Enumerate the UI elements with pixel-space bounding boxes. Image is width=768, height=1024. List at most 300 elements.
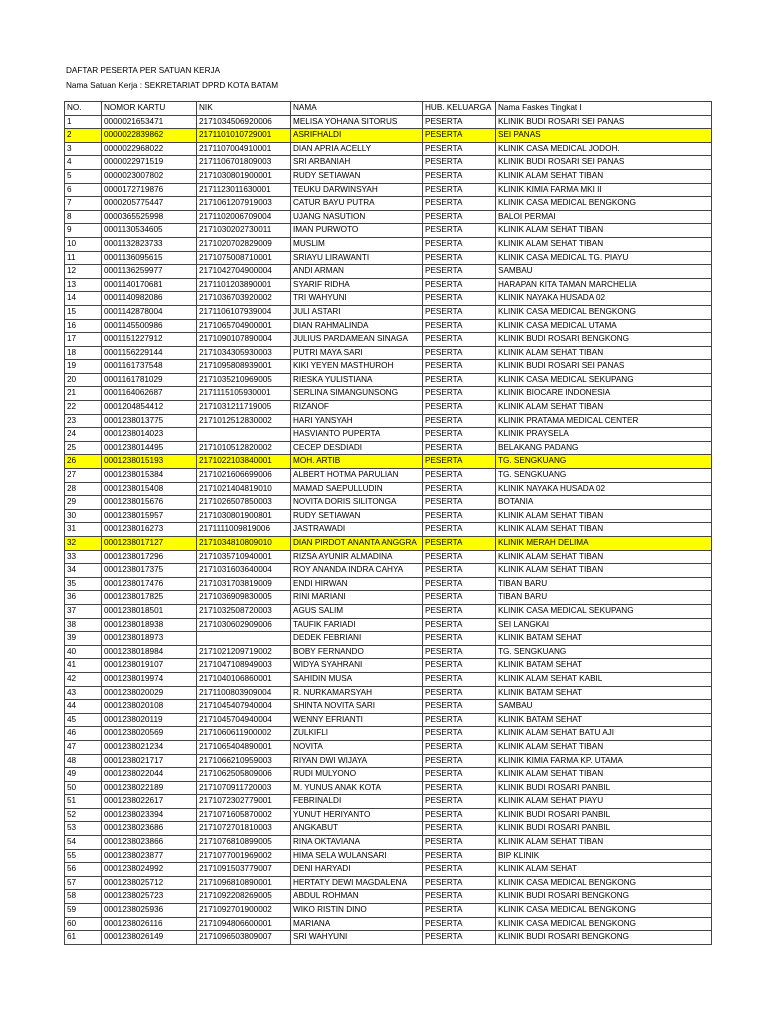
cell-name: HIMA SELA WULANSARI: [291, 849, 423, 863]
cell-card-number: 0001238026149: [102, 931, 197, 945]
cell-family-relation: PESERTA: [423, 632, 496, 646]
cell-card-number: 0001238017296: [102, 550, 197, 564]
cell-nik: 2171072302779001: [197, 795, 291, 809]
cell-family-relation: PESERTA: [423, 537, 496, 551]
cell-family-relation: PESERTA: [423, 577, 496, 591]
cell-family-relation: PESERTA: [423, 469, 496, 483]
cell-family-relation: PESERTA: [423, 659, 496, 673]
cell-name: SYARIF RIDHA: [291, 278, 423, 292]
cell-name: SERLINA SIMANGUNSONG: [291, 387, 423, 401]
cell-card-number: 0001238023877: [102, 849, 197, 863]
cell-no: 14: [65, 292, 102, 306]
cell-health-facility: KLINIK ALAM SEHAT TIBAN: [496, 740, 712, 754]
cell-no: 27: [65, 469, 102, 483]
table-row: [65, 428, 712, 442]
cell-no: 47: [65, 740, 102, 754]
cell-no: 36: [65, 591, 102, 605]
cell-health-facility: TIBAN BARU: [496, 591, 712, 605]
table-row: [65, 781, 712, 795]
cell-nik: 2171094806600001: [197, 917, 291, 931]
cell-card-number: 0001204854412: [102, 401, 197, 415]
cell-card-number: 0001145500986: [102, 319, 197, 333]
cell-health-facility: KLINIK ALAM SEHAT TIBAN: [496, 346, 712, 360]
cell-family-relation: PESERTA: [423, 890, 496, 904]
cell-family-relation: PESERTA: [423, 591, 496, 605]
table-header-row: [65, 102, 712, 116]
cell-family-relation: PESERTA: [423, 604, 496, 618]
cell-name: HERTATY DEWI MAGDALENA: [291, 876, 423, 890]
cell-family-relation: PESERTA: [423, 414, 496, 428]
cell-card-number: 0000205775447: [102, 197, 197, 211]
cell-card-number: 0001238015957: [102, 509, 197, 523]
cell-family-relation: PESERTA: [423, 210, 496, 224]
cell-health-facility: KLINIK CASA MEDICAL SEKUPANG: [496, 373, 712, 387]
cell-no: 16: [65, 319, 102, 333]
cell-card-number: 0001238019107: [102, 659, 197, 673]
table-row: [65, 278, 712, 292]
cell-name: ENDI HIRWAN: [291, 577, 423, 591]
cell-health-facility: KLINIK ALAM SEHAT TIBAN: [496, 550, 712, 564]
table-row: [65, 808, 712, 822]
table-row: [65, 265, 712, 279]
table-row: [65, 197, 712, 211]
cell-family-relation: PESERTA: [423, 618, 496, 632]
cell-family-relation: PESERTA: [423, 822, 496, 836]
cell-card-number: 0001238026116: [102, 917, 197, 931]
table-row: [65, 319, 712, 333]
cell-family-relation: PESERTA: [423, 197, 496, 211]
cell-name: RUDY SETIAWAN: [291, 169, 423, 183]
table-row: [65, 672, 712, 686]
cell-nik: 2171034506920006: [197, 115, 291, 129]
cell-no: 23: [65, 414, 102, 428]
cell-card-number: 0001238020108: [102, 700, 197, 714]
cell-family-relation: PESERTA: [423, 237, 496, 251]
cell-card-number: 0001238018938: [102, 618, 197, 632]
cell-name: JULIUS PARDAMEAN SINAGA: [291, 333, 423, 347]
cell-health-facility: BALOI PERMAI: [496, 210, 712, 224]
cell-card-number: 0001156229144: [102, 346, 197, 360]
cell-no: 37: [65, 604, 102, 618]
cell-nik: 2171092208269005: [197, 890, 291, 904]
cell-card-number: 0001238017825: [102, 591, 197, 605]
column-header-health-facility: Nama Faskes Tingkat I: [496, 102, 712, 116]
cell-nik: 2171100803909004: [197, 686, 291, 700]
cell-card-number: 0001238015384: [102, 469, 197, 483]
cell-health-facility: SEI PANAS: [496, 129, 712, 143]
cell-card-number: 0001238019974: [102, 672, 197, 686]
column-header-card-number: NOMOR KARTU: [102, 102, 197, 116]
cell-family-relation: PESERTA: [423, 333, 496, 347]
cell-card-number: 0001238025723: [102, 890, 197, 904]
cell-family-relation: PESERTA: [423, 346, 496, 360]
cell-name: BOBY FERNANDO: [291, 645, 423, 659]
cell-nik: 2171065704900001: [197, 319, 291, 333]
cell-no: 17: [65, 333, 102, 347]
cell-health-facility: KLINIK BUDI ROSARI SEI PANAS: [496, 156, 712, 170]
cell-nik: 2171030801900001: [197, 169, 291, 183]
cell-card-number: 0001238018984: [102, 645, 197, 659]
cell-name: SRI WAHYUNI: [291, 931, 423, 945]
cell-nik: 2171022103840001: [197, 455, 291, 469]
cell-name: NOVITA DORIS SILITONGA: [291, 496, 423, 510]
cell-no: 60: [65, 917, 102, 931]
table-row: [65, 183, 712, 197]
table-row: [65, 863, 712, 877]
cell-name: SAHIDIN MUSA: [291, 672, 423, 686]
cell-family-relation: PESERTA: [423, 387, 496, 401]
cell-nik: 2171060611900002: [197, 727, 291, 741]
table-row: [65, 917, 712, 931]
cell-health-facility: KLINIK CASA MEDICAL JODOH.: [496, 142, 712, 156]
cell-card-number: 0001136095615: [102, 251, 197, 265]
cell-card-number: 0001238025712: [102, 876, 197, 890]
cell-health-facility: KLINIK ALAM SEHAT BATU AJI: [496, 727, 712, 741]
cell-nik: 2171106107939004: [197, 305, 291, 319]
cell-nik: 2171045704940004: [197, 713, 291, 727]
cell-no: 56: [65, 863, 102, 877]
cell-health-facility: KLINIK BUDI ROSARI BENGKONG: [496, 890, 712, 904]
cell-health-facility: BIP KLINIK: [496, 849, 712, 863]
cell-health-facility: KLINIK CASA MEDICAL BENGKONG: [496, 305, 712, 319]
table-row: [65, 604, 712, 618]
cell-nik: 2171036703920002: [197, 292, 291, 306]
cell-name: RIESKA YULISTIANA: [291, 373, 423, 387]
cell-health-facility: TIBAN BARU: [496, 577, 712, 591]
cell-health-facility: KLINIK BUDI ROSARI PANBIL: [496, 781, 712, 795]
cell-name: KIKI YEYEN MASTHUROH: [291, 360, 423, 374]
cell-name: CECEP DESDIADI: [291, 441, 423, 455]
cell-nik: 2171040106860001: [197, 672, 291, 686]
table-row: [65, 142, 712, 156]
cell-no: 59: [65, 904, 102, 918]
cell-card-number: 0001142878004: [102, 305, 197, 319]
cell-card-number: 0001238021234: [102, 740, 197, 754]
table-row: [65, 836, 712, 850]
cell-nik: 2171020702829009: [197, 237, 291, 251]
cell-card-number: 0001238014023: [102, 428, 197, 442]
cell-name: ROY ANANDA INDRA CAHYA: [291, 564, 423, 578]
cell-name: NOVITA: [291, 740, 423, 754]
cell-nik: 2171021209719002: [197, 645, 291, 659]
cell-card-number: 0000021653471: [102, 115, 197, 129]
cell-family-relation: PESERTA: [423, 672, 496, 686]
cell-health-facility: KLINIK BUDI ROSARI SEI PANAS: [496, 360, 712, 374]
cell-nik: 2171012512830002: [197, 414, 291, 428]
cell-no: 50: [65, 781, 102, 795]
cell-card-number: 0001238020569: [102, 727, 197, 741]
cell-name: WIDYA SYAHRANI: [291, 659, 423, 673]
cell-no: 32: [65, 537, 102, 551]
cell-no: 44: [65, 700, 102, 714]
cell-health-facility: KLINIK KIMIA FARMA MKI II: [496, 183, 712, 197]
cell-health-facility: KLINIK ALAM SEHAT TIBAN: [496, 509, 712, 523]
table-row: [65, 659, 712, 673]
table-row: [65, 346, 712, 360]
cell-name: SRIAYU LIRAWANTI: [291, 251, 423, 265]
cell-name: HASVIANTO PUPERTA: [291, 428, 423, 442]
cell-no: 39: [65, 632, 102, 646]
cell-nik: 2171031211719005: [197, 401, 291, 415]
cell-nik: [197, 632, 291, 646]
cell-no: 33: [65, 550, 102, 564]
cell-card-number: 0001238018501: [102, 604, 197, 618]
cell-no: 43: [65, 686, 102, 700]
cell-family-relation: PESERTA: [423, 319, 496, 333]
cell-nik: 2171070911720003: [197, 781, 291, 795]
cell-health-facility: KLINIK ALAM SEHAT TIBAN: [496, 224, 712, 238]
cell-family-relation: PESERTA: [423, 917, 496, 931]
cell-family-relation: PESERTA: [423, 740, 496, 754]
cell-card-number: 0001140170681: [102, 278, 197, 292]
cell-card-number: 0001238024992: [102, 863, 197, 877]
table-row: [65, 156, 712, 170]
cell-no: 13: [65, 278, 102, 292]
cell-card-number: 0001161781029: [102, 373, 197, 387]
cell-family-relation: PESERTA: [423, 564, 496, 578]
cell-nik: 2171061207919003: [197, 197, 291, 211]
cell-health-facility: KLINIK BATAM SEHAT: [496, 686, 712, 700]
cell-health-facility: KLINIK ALAM SEHAT TIBAN: [496, 836, 712, 850]
cell-family-relation: PESERTA: [423, 115, 496, 129]
cell-card-number: 0001238016273: [102, 523, 197, 537]
cell-no: 19: [65, 360, 102, 374]
table-row: [65, 686, 712, 700]
cell-nik: 2171010512820002: [197, 441, 291, 455]
cell-name: MAMAD SAEPULLUDIN: [291, 482, 423, 496]
cell-no: 53: [65, 822, 102, 836]
table-row: [65, 129, 712, 143]
cell-nik: 2171034810809010: [197, 537, 291, 551]
table-row: [65, 414, 712, 428]
cell-no: 55: [65, 849, 102, 863]
column-header-nik: NIK: [197, 102, 291, 116]
cell-no: 12: [65, 265, 102, 279]
cell-health-facility: KLINIK BUDI ROSARI BENGKONG: [496, 333, 712, 347]
cell-nik: 2171107004910001: [197, 142, 291, 156]
cell-nik: 2171096810890001: [197, 876, 291, 890]
cell-nik: 2171030202730011: [197, 224, 291, 238]
cell-name: JULI ASTARI: [291, 305, 423, 319]
cell-family-relation: PESERTA: [423, 768, 496, 782]
cell-nik: 2171042704900004: [197, 265, 291, 279]
cell-health-facility: BELAKANG PADANG: [496, 441, 712, 455]
cell-family-relation: PESERTA: [423, 781, 496, 795]
cell-name: MUSLIM: [291, 237, 423, 251]
cell-health-facility: SAMBAU: [496, 700, 712, 714]
cell-health-facility: KLINIK ALAM SEHAT PIAYU: [496, 795, 712, 809]
cell-family-relation: PESERTA: [423, 808, 496, 822]
table-row: [65, 469, 712, 483]
cell-no: 46: [65, 727, 102, 741]
cell-name: M. YUNUS ANAK KOTA: [291, 781, 423, 795]
cell-family-relation: PESERTA: [423, 305, 496, 319]
cell-health-facility: KLINIK NAYAKA HUSADA 02: [496, 482, 712, 496]
cell-name: YUNUT HERIYANTO: [291, 808, 423, 822]
cell-health-facility: KLINIK CASA MEDICAL BENGKONG: [496, 917, 712, 931]
cell-family-relation: PESERTA: [423, 482, 496, 496]
cell-family-relation: PESERTA: [423, 795, 496, 809]
cell-health-facility: TG. SENGKUANG: [496, 469, 712, 483]
cell-nik: 2171111009819006: [197, 523, 291, 537]
table-row: [65, 387, 712, 401]
cell-health-facility: SEI LANGKAI: [496, 618, 712, 632]
cell-nik: 2171101010729001: [197, 129, 291, 143]
cell-nik: 2171092701900002: [197, 904, 291, 918]
cell-nik: 2171031703819009: [197, 577, 291, 591]
cell-health-facility: KLINIK BATAM SEHAT: [496, 632, 712, 646]
cell-name: TAUFIK FARIADI: [291, 618, 423, 632]
cell-family-relation: PESERTA: [423, 931, 496, 945]
cell-no: 31: [65, 523, 102, 537]
work-unit-name: Nama Satuan Kerja : SEKRETARIAT DPRD KOTA BATAM: [66, 81, 279, 90]
cell-nik: 2171091503779007: [197, 863, 291, 877]
cell-health-facility: KLINIK CASA MEDICAL UTAMA: [496, 319, 712, 333]
cell-name: UJANG NASUTION: [291, 210, 423, 224]
table-row: [65, 768, 712, 782]
cell-health-facility: KLINIK BATAM SEHAT: [496, 659, 712, 673]
cell-name: WIKO RISTIN DINO: [291, 904, 423, 918]
column-header-name: NAMA: [291, 102, 423, 116]
cell-card-number: 0001238013775: [102, 414, 197, 428]
cell-card-number: 0001140982086: [102, 292, 197, 306]
cell-card-number: 0001238025936: [102, 904, 197, 918]
cell-name: ZULKIFLI: [291, 727, 423, 741]
cell-name: RIZSA AYUNIR ALMADINA: [291, 550, 423, 564]
cell-name: DENI HARYADI: [291, 863, 423, 877]
cell-card-number: 0001164062687: [102, 387, 197, 401]
cell-family-relation: PESERTA: [423, 713, 496, 727]
cell-no: 54: [65, 836, 102, 850]
cell-health-facility: KLINIK ALAM SEHAT TIBAN: [496, 401, 712, 415]
cell-name: HARI YANSYAH: [291, 414, 423, 428]
cell-health-facility: KLINIK ALAM SEHAT TIBAN: [496, 768, 712, 782]
cell-no: 21: [65, 387, 102, 401]
cell-card-number: 0001136259977: [102, 265, 197, 279]
cell-nik: 2171090107890004: [197, 333, 291, 347]
cell-no: 2: [65, 129, 102, 143]
cell-card-number: 0001238017476: [102, 577, 197, 591]
table-row: [65, 564, 712, 578]
cell-family-relation: PESERTA: [423, 169, 496, 183]
cell-nik: 2171026507850003: [197, 496, 291, 510]
cell-no: 26: [65, 455, 102, 469]
table-row: [65, 169, 712, 183]
table-row: [65, 496, 712, 510]
table-row: [65, 537, 712, 551]
cell-card-number: 0001238022617: [102, 795, 197, 809]
table-row: [65, 795, 712, 809]
cell-health-facility: TG. SENGKUANG: [496, 455, 712, 469]
cell-card-number: 0000022968022: [102, 142, 197, 156]
cell-family-relation: PESERTA: [423, 904, 496, 918]
cell-name: RINI MARIANI: [291, 591, 423, 605]
cell-card-number: 0001238015676: [102, 496, 197, 510]
cell-family-relation: PESERTA: [423, 428, 496, 442]
cell-nik: 2171030801900801: [197, 509, 291, 523]
cell-nik: [197, 428, 291, 442]
cell-name: SRI ARBANIAH: [291, 156, 423, 170]
cell-family-relation: PESERTA: [423, 401, 496, 415]
cell-card-number: 0001238020029: [102, 686, 197, 700]
table-row: [65, 754, 712, 768]
cell-health-facility: KLINIK ALAM SEHAT TIBAN: [496, 564, 712, 578]
cell-family-relation: PESERTA: [423, 251, 496, 265]
cell-family-relation: PESERTA: [423, 876, 496, 890]
table-row: [65, 482, 712, 496]
cell-nik: 2171021404819010: [197, 482, 291, 496]
cell-card-number: 0001238015408: [102, 482, 197, 496]
cell-nik: 2171045407940004: [197, 700, 291, 714]
cell-card-number: 0001161737548: [102, 360, 197, 374]
cell-no: 9: [65, 224, 102, 238]
table-row: [65, 931, 712, 945]
table-row: [65, 700, 712, 714]
cell-name: MARIANA: [291, 917, 423, 931]
cell-name: CATUR BAYU PUTRA: [291, 197, 423, 211]
cell-no: 61: [65, 931, 102, 945]
cell-name: RUDI MULYONO: [291, 768, 423, 782]
table-row: [65, 401, 712, 415]
cell-health-facility: KLINIK PRATAMA MEDICAL CENTER: [496, 414, 712, 428]
cell-nik: 2171032508720003: [197, 604, 291, 618]
cell-family-relation: PESERTA: [423, 183, 496, 197]
cell-health-facility: KLINIK BATAM SEHAT: [496, 713, 712, 727]
cell-nik: 2171096503809007: [197, 931, 291, 945]
table-row: [65, 224, 712, 238]
cell-card-number: 0001238017375: [102, 564, 197, 578]
cell-health-facility: BOTANIA: [496, 496, 712, 510]
cell-family-relation: PESERTA: [423, 265, 496, 279]
cell-name: JASTRAWADI: [291, 523, 423, 537]
cell-family-relation: PESERTA: [423, 645, 496, 659]
cell-no: 34: [65, 564, 102, 578]
cell-nik: 2171075008710001: [197, 251, 291, 265]
cell-name: TRI WAHYUNI: [291, 292, 423, 306]
cell-family-relation: PESERTA: [423, 156, 496, 170]
cell-no: 51: [65, 795, 102, 809]
cell-name: RUDY SETIAWAN: [291, 509, 423, 523]
cell-card-number: 0000365525998: [102, 210, 197, 224]
table-row: [65, 360, 712, 374]
table-row: [65, 550, 712, 564]
cell-nik: 2171035210969005: [197, 373, 291, 387]
cell-name: ALBERT HOTMA PARULIAN: [291, 469, 423, 483]
cell-health-facility: KLINIK MERAH DELIMA: [496, 537, 712, 551]
cell-nik: 2171066210959003: [197, 754, 291, 768]
cell-no: 20: [65, 373, 102, 387]
table-row: [65, 618, 712, 632]
cell-name: MOH. ARTIB: [291, 455, 423, 469]
cell-no: 30: [65, 509, 102, 523]
table-row: [65, 305, 712, 319]
cell-card-number: 0000022971519: [102, 156, 197, 170]
cell-health-facility: KLINIK BUDI ROSARI SEI PANAS: [496, 115, 712, 129]
cell-name: FEBRINALDI: [291, 795, 423, 809]
table-row: [65, 822, 712, 836]
document-title: DAFTAR PESERTA PER SATUAN KERJA: [66, 66, 221, 75]
table-row: [65, 251, 712, 265]
cell-name: SHINTA NOVITA SARI: [291, 700, 423, 714]
cell-no: 25: [65, 441, 102, 455]
cell-family-relation: PESERTA: [423, 441, 496, 455]
cell-name: TEUKU DARWINSYAH: [291, 183, 423, 197]
cell-health-facility: KLINIK BUDI ROSARI BENGKONG: [496, 931, 712, 945]
table-row: [65, 115, 712, 129]
cell-name: DIAN PIRDOT ANANTA ANGGRA: [291, 537, 423, 551]
cell-nik: 2171065404890001: [197, 740, 291, 754]
table-body: [65, 115, 712, 944]
